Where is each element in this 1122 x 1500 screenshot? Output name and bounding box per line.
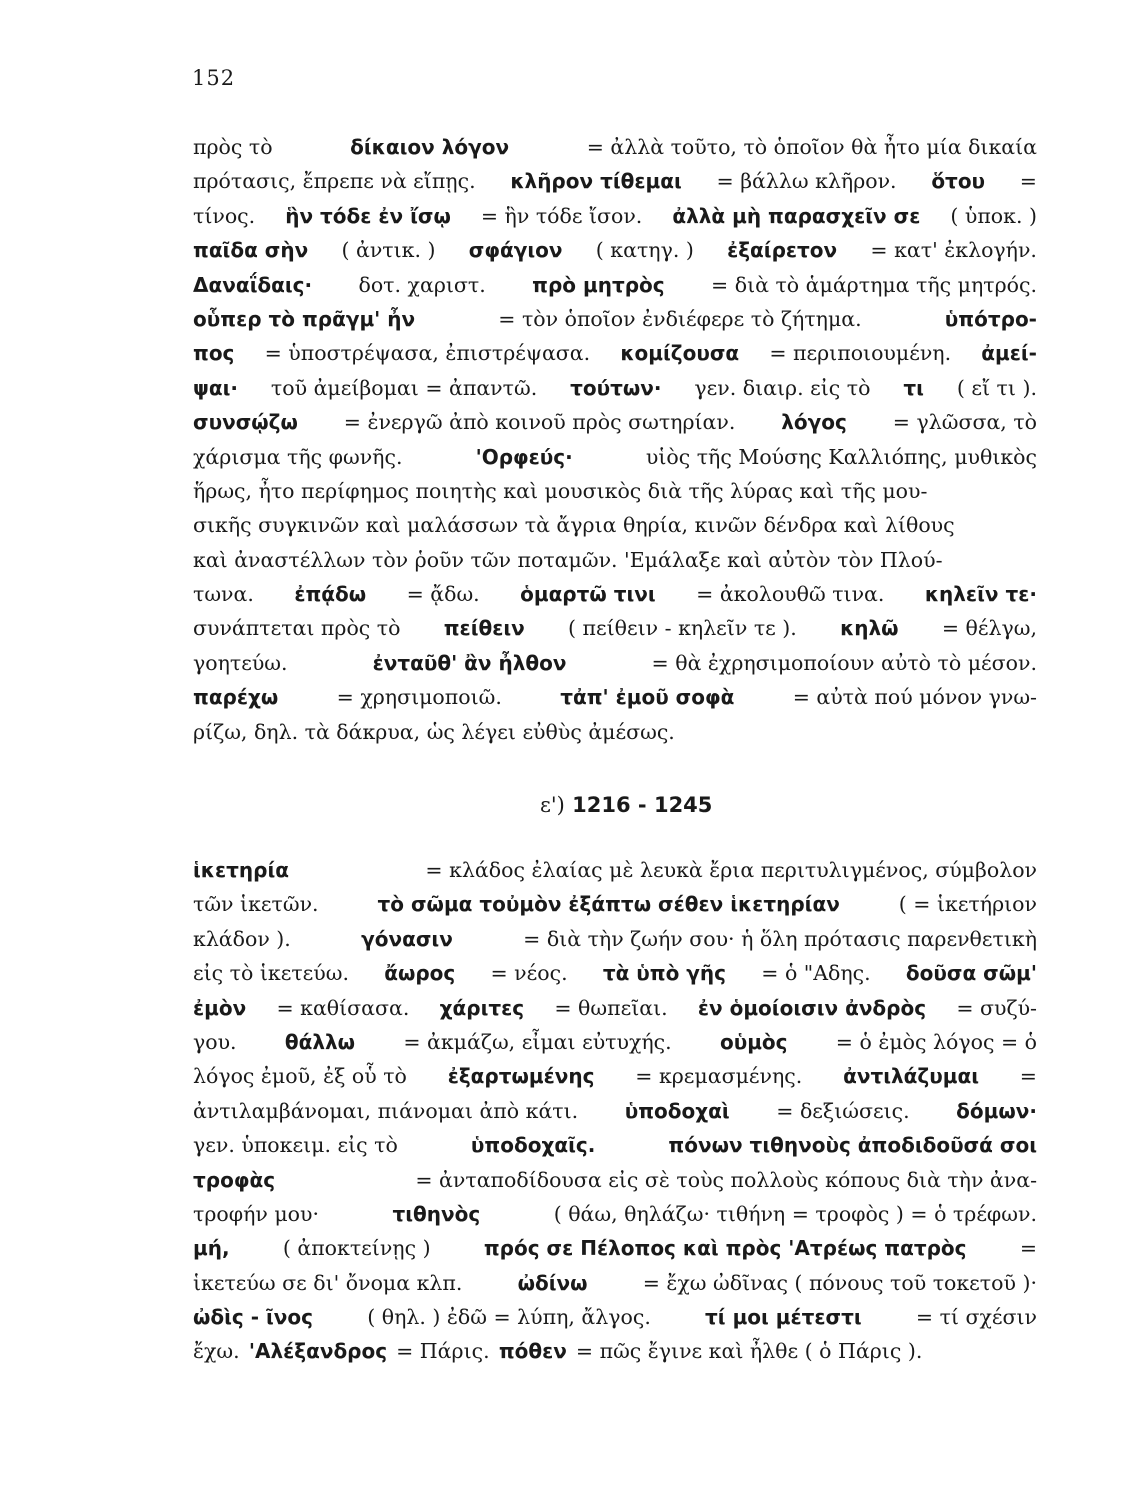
- gloss: ρίζω, δηλ. τὰ δάκρυα, ὡς λέγει εὐθὺς ἀμέσως.: [193, 719, 675, 744]
- gloss: = ἀκολουθῶ τινα.: [696, 582, 885, 607]
- lemma: ψαι·: [193, 375, 239, 400]
- lemma: πείθειν: [443, 616, 525, 641]
- page-number: 152: [192, 66, 236, 90]
- gloss: = κατ' ἐκλογήν.: [870, 238, 1037, 263]
- lemma: μή,: [193, 1236, 230, 1261]
- text-line: [193, 474, 1037, 508]
- lemma: ὑποδοχαὶ: [624, 1098, 730, 1123]
- gloss: χάρισμα τῆς φωνῆς.: [193, 444, 403, 469]
- gloss: καὶ ἀναστέλλων τὸν ῥοῦν τῶν ποταμῶν. 'Εμάλαξε καὶ αὐτὸν τὸν Πλού-: [193, 547, 943, 572]
- gloss: = διὰ τὴν ζωήν σου· ἡ ὅλη πρότασις παρενθετικὴ: [523, 926, 1037, 951]
- gloss: τροφήν μου·: [193, 1201, 319, 1226]
- gloss: δοτ. χαριστ.: [358, 272, 486, 297]
- text-line: [193, 1163, 1037, 1197]
- lemma: τὰ ὑπὸ γῆς: [602, 961, 727, 986]
- lemma: ὑπότρο-: [944, 306, 1037, 331]
- lemma: ἀμεί-: [981, 341, 1037, 366]
- gloss: τίνος.: [193, 203, 256, 228]
- line-container: [193, 853, 1037, 1369]
- gloss: = ἀλλὰ τοῦτο, τὸ ὁποῖον θὰ ἦτο μία δικαία: [586, 135, 1037, 159]
- gloss: = τὸν ὁποῖον ἐνδιέφερε τὸ ζήτημα.: [498, 306, 862, 331]
- gloss: = τί σχέσιν: [915, 1305, 1037, 1330]
- text-line: [193, 1266, 1037, 1300]
- text-line: [193, 164, 1037, 198]
- lemma: ἐξαίρετον: [727, 238, 838, 263]
- gloss: κλάδον ).: [193, 926, 291, 951]
- text-line: [193, 233, 1037, 267]
- lemma: θάλλω: [284, 1029, 356, 1054]
- lemma: ὠδὶς - ῖνος: [193, 1305, 314, 1330]
- gloss: = ἔχω ὠδῖνας ( πόνους τοῦ τοκετοῦ )·: [642, 1270, 1037, 1295]
- text-line: [193, 130, 1037, 164]
- gloss: = θωπεῖαι.: [554, 995, 668, 1020]
- gloss: = βάλλω κλῆρον.: [716, 169, 897, 194]
- gloss: εἰς τὸ ἱκετεύω.: [193, 961, 349, 986]
- gloss: υἱὸς τῆς Μούσης Καλλιόπης, μυθικὸς: [645, 444, 1037, 469]
- text-line: [193, 302, 1037, 336]
- gloss: = διὰ τὸ ἁμάρτημα τῆς μητρός.: [711, 272, 1037, 297]
- lemma: ἐνταῦθ' ἂν ἦλθον: [372, 650, 567, 675]
- gloss: = ἀκμάζω, εἶμαι εὐτυχής.: [403, 1029, 672, 1054]
- gloss: ( θάω, θηλάζω· τιθήνη = τροφὸς ) = ὁ τρέφων.: [553, 1201, 1037, 1226]
- lemma: κομίζουσα: [620, 341, 740, 366]
- gloss: = καθίσασα.: [276, 995, 410, 1020]
- text-line: [193, 508, 1037, 542]
- section-heading: [540, 793, 712, 817]
- gloss: = ὁ "Αδης.: [761, 961, 871, 986]
- lemma: χάριτες: [439, 995, 525, 1020]
- lemma: τί μοι μέτεστι: [705, 1305, 862, 1330]
- lemma: οὗπερ τὸ πρᾶγμ' ἦν: [193, 306, 416, 331]
- text-line: [193, 1094, 1037, 1128]
- gloss: = θὰ ἐχρησιμοποίουν αὐτὸ τὸ μέσον.: [651, 650, 1037, 675]
- lemma: τὸ σῶμα τοὐμὸν ἐξάπτω σέθεν ἱκετηρίαν: [377, 892, 840, 917]
- gloss: ἔχω.: [193, 1339, 240, 1364]
- lemma: τιθηνὸς: [392, 1201, 481, 1226]
- gloss: γοητεύω.: [193, 650, 288, 675]
- lemma: δόμων·: [956, 1098, 1037, 1123]
- lemma: τροφὰς: [193, 1167, 276, 1192]
- lemma: ἣν τόδε ἐν ἴσῳ: [285, 203, 451, 228]
- lemma: ἐπᾴδω: [294, 582, 367, 607]
- text-line: [193, 922, 1037, 956]
- lemma: δοῦσα σῶμ': [905, 961, 1037, 986]
- gloss: = νέος.: [490, 961, 568, 986]
- gloss: = περιποιουμένη.: [769, 341, 952, 366]
- lemma: πόνων τιθηνοὺς ἀποδιδοῦσά σοι: [668, 1133, 1037, 1158]
- lemma: 'Αλέξανδρος: [248, 1339, 388, 1364]
- gloss: γου.: [193, 1029, 237, 1054]
- gloss: ( κατηγ. ): [595, 238, 694, 263]
- gloss: =: [1019, 1064, 1037, 1089]
- lemma: κηλεῖν τε·: [924, 582, 1037, 607]
- lemma: τι: [903, 375, 924, 400]
- lemma: κλῆρον τίθεμαι: [510, 169, 682, 194]
- text-line: [193, 991, 1037, 1025]
- text-line: [193, 715, 1037, 749]
- text-line: [193, 956, 1037, 990]
- text-line: [193, 611, 1037, 645]
- text-line: [193, 1300, 1037, 1334]
- lemma: πρός σε Πέλοπος καὶ πρὸς 'Ατρέως πατρὸς: [483, 1236, 967, 1261]
- text-line: [193, 543, 1037, 577]
- text-line: [193, 405, 1037, 439]
- gloss: = ἀνταποδίδουσα εἰς σὲ τοὺς πολλοὺς κόπους διὰ τὴν ἀνα-: [415, 1167, 1037, 1192]
- gloss: ( ὑποκ. ): [950, 203, 1037, 228]
- lemma: πόθεν: [498, 1339, 567, 1364]
- text-line: [193, 1231, 1037, 1265]
- text-line: [193, 199, 1037, 233]
- gloss: σικῆς συγκινῶν καὶ μαλάσσων τὰ ἄγρια θηρία, κινῶν δένδρα καὶ λίθους: [193, 513, 955, 538]
- gloss: = δεξιώσεις.: [776, 1098, 910, 1123]
- lemma: κηλῶ: [840, 616, 899, 641]
- gloss: ἱκετεύω σε δι' ὄνομα κλπ.: [193, 1270, 463, 1295]
- lemma: ὅτου: [931, 169, 986, 194]
- text-line: [193, 1334, 1037, 1368]
- gloss: = συζύ-: [956, 995, 1037, 1020]
- commentary-block-2: [193, 853, 1037, 1369]
- text-line: [193, 853, 1037, 887]
- gloss: ( θηλ. ) ἐδῶ = λύπη, ἄλγος.: [367, 1305, 651, 1330]
- section-range: 1216 - 1245: [572, 793, 713, 817]
- lemma: συνσῴζω: [193, 410, 298, 435]
- text-line: [193, 1025, 1037, 1059]
- lemma: πρὸ μητρὸς: [532, 272, 665, 297]
- line-container: [193, 130, 1037, 749]
- gloss: ( πείθειν - κηλεῖν τε ).: [568, 616, 797, 641]
- gloss: = πῶς ἔγινε καὶ ἦλθε ( ὁ Πάρις ).: [575, 1339, 923, 1364]
- gloss: ( εἴ τι ).: [956, 375, 1037, 400]
- text-line: [193, 646, 1037, 680]
- text-line: [193, 371, 1037, 405]
- gloss: = γλῶσσα, τὸ: [892, 410, 1037, 435]
- text-line: [193, 440, 1037, 474]
- text-line: [193, 1128, 1037, 1162]
- gloss: τοῦ ἀμείβομαι = ἀπαντῶ.: [270, 375, 538, 400]
- lemma: ὁμαρτῶ τινι: [520, 582, 656, 607]
- lemma: γόνασιν: [361, 926, 453, 951]
- gloss: = Πάρις.: [396, 1339, 490, 1364]
- lemma: τούτων·: [570, 375, 662, 400]
- gloss: ἀντιλαμβάνομαι, πιάνομαι ἀπὸ κάτι.: [193, 1098, 579, 1123]
- lemma: οὑμὸς: [719, 1029, 788, 1054]
- gloss: =: [1019, 169, 1037, 194]
- lemma: σφάγιον: [468, 238, 563, 263]
- lemma: λόγος: [781, 410, 847, 435]
- lemma: ἱκετηρία: [193, 858, 289, 882]
- gloss: συνάπτεται πρὸς τὸ: [193, 616, 401, 641]
- gloss: =: [1019, 1236, 1037, 1261]
- gloss: = ὁ ἐμὸς λόγος = ὁ: [835, 1029, 1037, 1054]
- gloss: = θέλγω,: [941, 616, 1037, 641]
- gloss: ( ἀντικ. ): [341, 238, 436, 263]
- text-line: [193, 1059, 1037, 1093]
- gloss: = χρησιμοποιῶ.: [336, 685, 502, 710]
- lemma: ἐξαρτωμένης: [447, 1064, 595, 1089]
- lemma: ὠδίνω: [517, 1270, 588, 1295]
- gloss: = ἣν τόδε ἴσον.: [480, 203, 643, 228]
- lemma: Δαναΐδαις·: [193, 272, 313, 297]
- lemma: παρέχω: [193, 685, 279, 710]
- lemma: τἀπ' ἐμοῦ σοφὰ: [560, 685, 735, 710]
- gloss: = ᾄδω.: [406, 582, 480, 607]
- gloss: = αὐτὰ πού μόνον γνω-: [792, 685, 1037, 710]
- section-label: ε'): [540, 793, 565, 817]
- gloss: τῶν ἱκετῶν.: [193, 892, 319, 917]
- lemma: ἀντιλάζυμαι: [843, 1064, 979, 1089]
- text-line: [193, 268, 1037, 302]
- lemma: δίκαιον λόγον: [350, 135, 510, 159]
- lemma: παῖδα σὴν: [193, 238, 309, 263]
- commentary-block-1: [193, 130, 1037, 749]
- text-line: [193, 577, 1037, 611]
- text-line: [193, 680, 1037, 714]
- gloss: πρὸς τὸ: [193, 135, 273, 159]
- gloss: ( ἀποκτείνῃς ): [282, 1236, 431, 1261]
- gloss: = κλάδος ἐλαίας μὲ λευκὰ ἔρια περιτυλιγμένος, σύμβολον: [425, 858, 1037, 882]
- gloss: = ἐνεργῶ ἀπὸ κοινοῦ πρὸς σωτηρίαν.: [343, 410, 736, 435]
- gloss: λόγος ἐμοῦ, ἐξ οὗ τὸ: [193, 1064, 407, 1089]
- gloss: γεν. διαιρ. εἰς τὸ: [694, 375, 871, 400]
- lemma: ἀλλὰ μὴ παρασχεῖν σε: [672, 203, 921, 228]
- gloss: = ὑποστρέψασα, ἐπιστρέψασα.: [264, 341, 591, 366]
- gloss: γεν. ὑποκειμ. εἰς τὸ: [193, 1133, 398, 1158]
- text-line: [193, 336, 1037, 370]
- gloss: τωνα.: [193, 582, 254, 607]
- gloss: ἥρως, ἦτο περίφημος ποιητὴς καὶ μουσικὸς διὰ τῆς λύρας καὶ τῆς μου-: [193, 478, 928, 503]
- text-line: [193, 1197, 1037, 1231]
- text-line: [193, 887, 1037, 921]
- lemma: ἐν ὁμοίοισιν ἀνδρὸς: [697, 995, 927, 1020]
- lemma: πος: [193, 341, 235, 366]
- gloss: πρότασις, ἔπρεπε νὰ εἴπῃς.: [193, 169, 476, 194]
- lemma: ἄωρος: [384, 961, 456, 986]
- lemma: ἐμὸν: [193, 995, 247, 1020]
- gloss: = κρεμασμένης.: [635, 1064, 803, 1089]
- lemma: 'Ορφεύς·: [475, 444, 573, 469]
- lemma: ὑποδοχαῖς.: [470, 1133, 596, 1158]
- gloss: ( = ἱκετήριον: [898, 892, 1037, 917]
